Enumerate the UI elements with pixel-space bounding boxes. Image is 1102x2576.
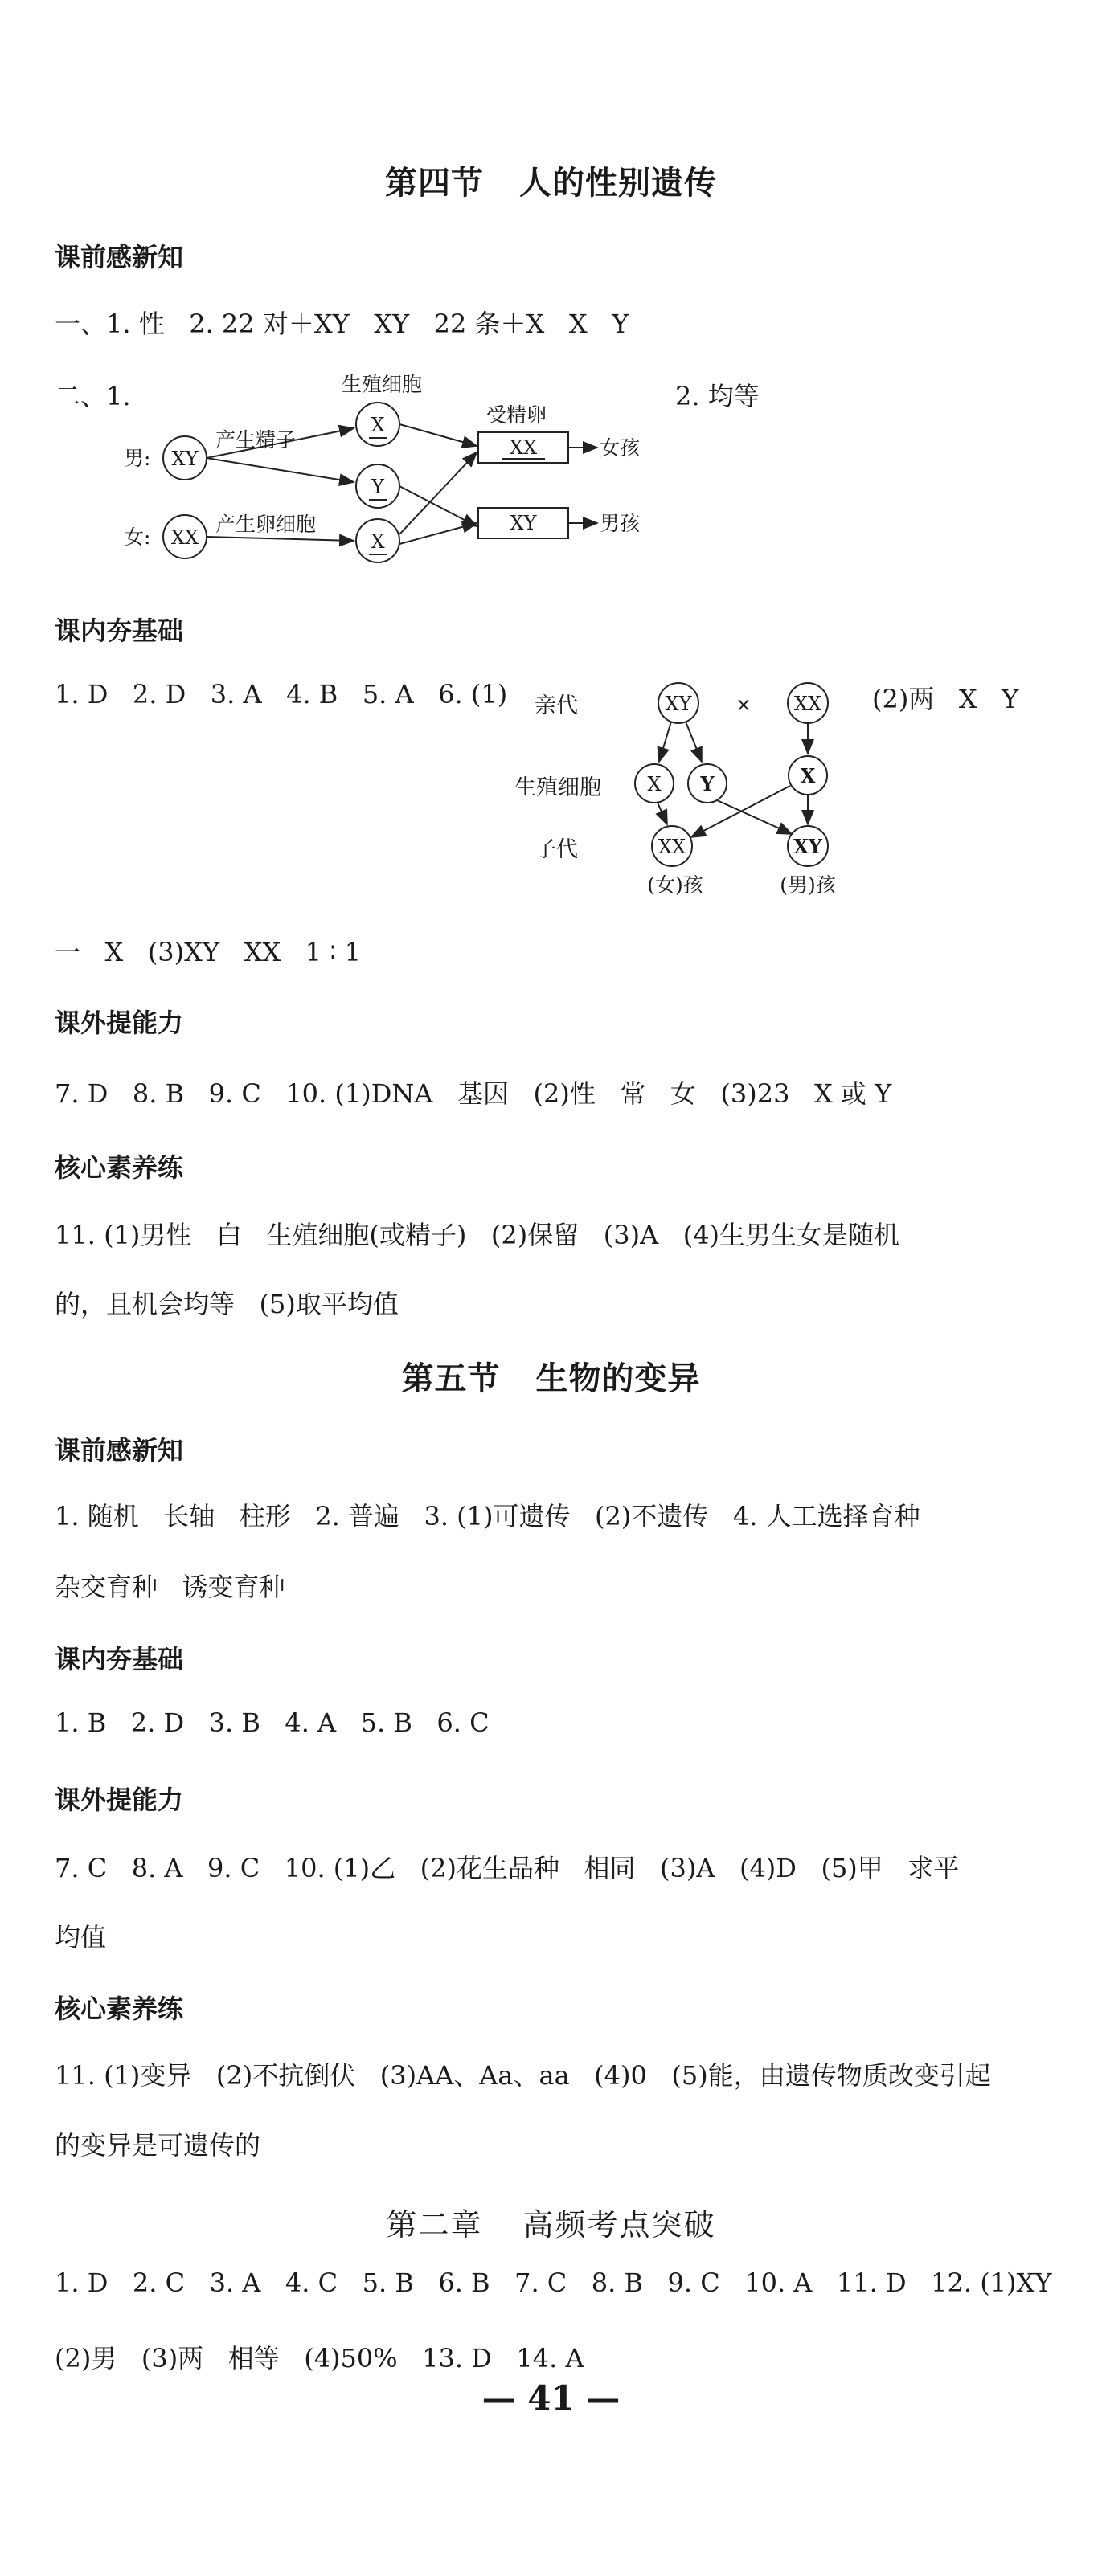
label-germ-cells: 生殖细胞 xyxy=(342,373,423,396)
answer-line-suffix: 2. 均等 xyxy=(675,381,760,411)
answer-line: 一 X (3)XY XX 1 ∶ 1 xyxy=(55,937,362,967)
answer-line: 7. C 8. A 9. C 10. (1)乙 (2)花生品种 相同 (3)A (4)D (5)甲 求平 xyxy=(55,1853,960,1883)
gamete-x-egg: X xyxy=(800,764,816,787)
child-xx: XX xyxy=(658,836,686,858)
label-zygote: 受精卵 xyxy=(486,403,547,427)
section-title-4 xyxy=(0,157,1102,203)
child-xy: XY xyxy=(793,835,822,858)
label-girl: 女孩 xyxy=(600,436,641,460)
mother-cell: XX xyxy=(170,526,199,549)
label-produce-egg: 产生卵细胞 xyxy=(215,513,317,536)
sex-inheritance-diagram xyxy=(113,366,667,570)
heading-in-class: 课内夯基础 xyxy=(55,1644,184,1674)
answer-line-suffix: (2)两 X Y xyxy=(872,684,1019,714)
answer-line: 一、1. 性 2. 22 对＋XY XY 22 条＋X X Y xyxy=(55,309,629,339)
answer-line: 的变异是可遗传的 xyxy=(55,2130,261,2161)
sperm-y: Y xyxy=(371,476,384,498)
label-girl: (女)孩 xyxy=(647,873,703,897)
gamete-y: Y xyxy=(700,772,715,795)
father-genotype: XY xyxy=(665,693,692,715)
answer-line: 均值 xyxy=(55,1922,107,1952)
egg-x: X xyxy=(371,530,385,553)
chapter-title xyxy=(0,2200,1102,2244)
heading-pre-class: 课前感新知 xyxy=(55,1435,184,1466)
label-boy: (男)孩 xyxy=(780,873,836,897)
label-female: 女: xyxy=(124,525,151,549)
label-germ-cells: 生殖细胞 xyxy=(514,775,601,800)
heading-after-class: 课外提能力 xyxy=(55,1785,184,1815)
answer-line: 7. D 8. B 9. C 10. (1)DNA 基因 (2)性 常 女 (3)23 X 或 Y xyxy=(55,1078,892,1109)
cross-symbol: × xyxy=(735,693,752,716)
label-male: 男: xyxy=(124,447,151,470)
heading-core: 核心素养练 xyxy=(55,1993,184,2024)
answer-line: 1. D 2. C 3. A 4. C 5. B 6. B 7. C 8. B 9. C 10. A 11. D 12. (1)XY xyxy=(55,2267,1052,2298)
section-name: 人的性别遗传 xyxy=(519,165,717,202)
section-number: 第四节 xyxy=(385,165,484,202)
father-cell: XY xyxy=(171,448,199,470)
answer-line: 11. (1)变异 (2)不抗倒伏 (3)AA、Aa、aa (4)0 (5)能，由遗传物质改变引起 xyxy=(55,2060,991,2091)
heading-core: 核心素养练 xyxy=(55,1152,184,1183)
answer-line: 11. (1)男性 白 生殖细胞(或精子) (2)保留 (3)A (4)生男生女是随机 xyxy=(55,1220,900,1250)
answer-line: 1. B 2. D 3. B 4. A 5. B 6. C xyxy=(55,1707,490,1738)
answer-line: 杂交育种 诱变育种 xyxy=(55,1572,285,1602)
answer-line-prefix: 二、1. xyxy=(55,381,131,411)
answer-line: 的，且机会均等 (5)取平均值 xyxy=(55,1289,399,1319)
cross-diagram xyxy=(627,671,852,900)
chapter-number: 第二章 xyxy=(386,2207,483,2243)
heading-pre-class: 课前感新知 xyxy=(55,242,184,272)
label-offspring: 子代 xyxy=(535,837,578,862)
zygote-xx: XX xyxy=(509,436,538,459)
page-number: — 41 — xyxy=(481,2378,621,2418)
mother-genotype: XX xyxy=(793,693,822,715)
label-parents: 亲代 xyxy=(535,693,578,718)
zygote-xy: XY xyxy=(510,512,537,534)
label-produce-sperm: 产生精子 xyxy=(215,428,297,452)
section-name: 生物的变异 xyxy=(535,1360,701,1397)
answer-line-prefix: 1. D 2. D 3. A 4. B 5. A 6. (1) xyxy=(55,679,508,709)
chapter-name: 高频考点突破 xyxy=(522,2207,716,2243)
answer-line: (2)男 (3)两 相等 (4)50% 13. D 14. A xyxy=(55,2343,584,2374)
section-title-5 xyxy=(0,1353,1102,1399)
answer-line: 1. 随机 长轴 柱形 2. 普遍 3. (1)可遗传 (2)不遗传 4. 人工选择育种 xyxy=(55,1501,920,1531)
heading-in-class: 课内夯基础 xyxy=(55,615,184,646)
section-number: 第五节 xyxy=(401,1360,501,1397)
label-boy: 男孩 xyxy=(600,512,641,535)
sperm-x: X xyxy=(371,414,385,436)
gamete-x: X xyxy=(647,773,662,795)
heading-after-class: 课外提能力 xyxy=(55,1008,184,1038)
